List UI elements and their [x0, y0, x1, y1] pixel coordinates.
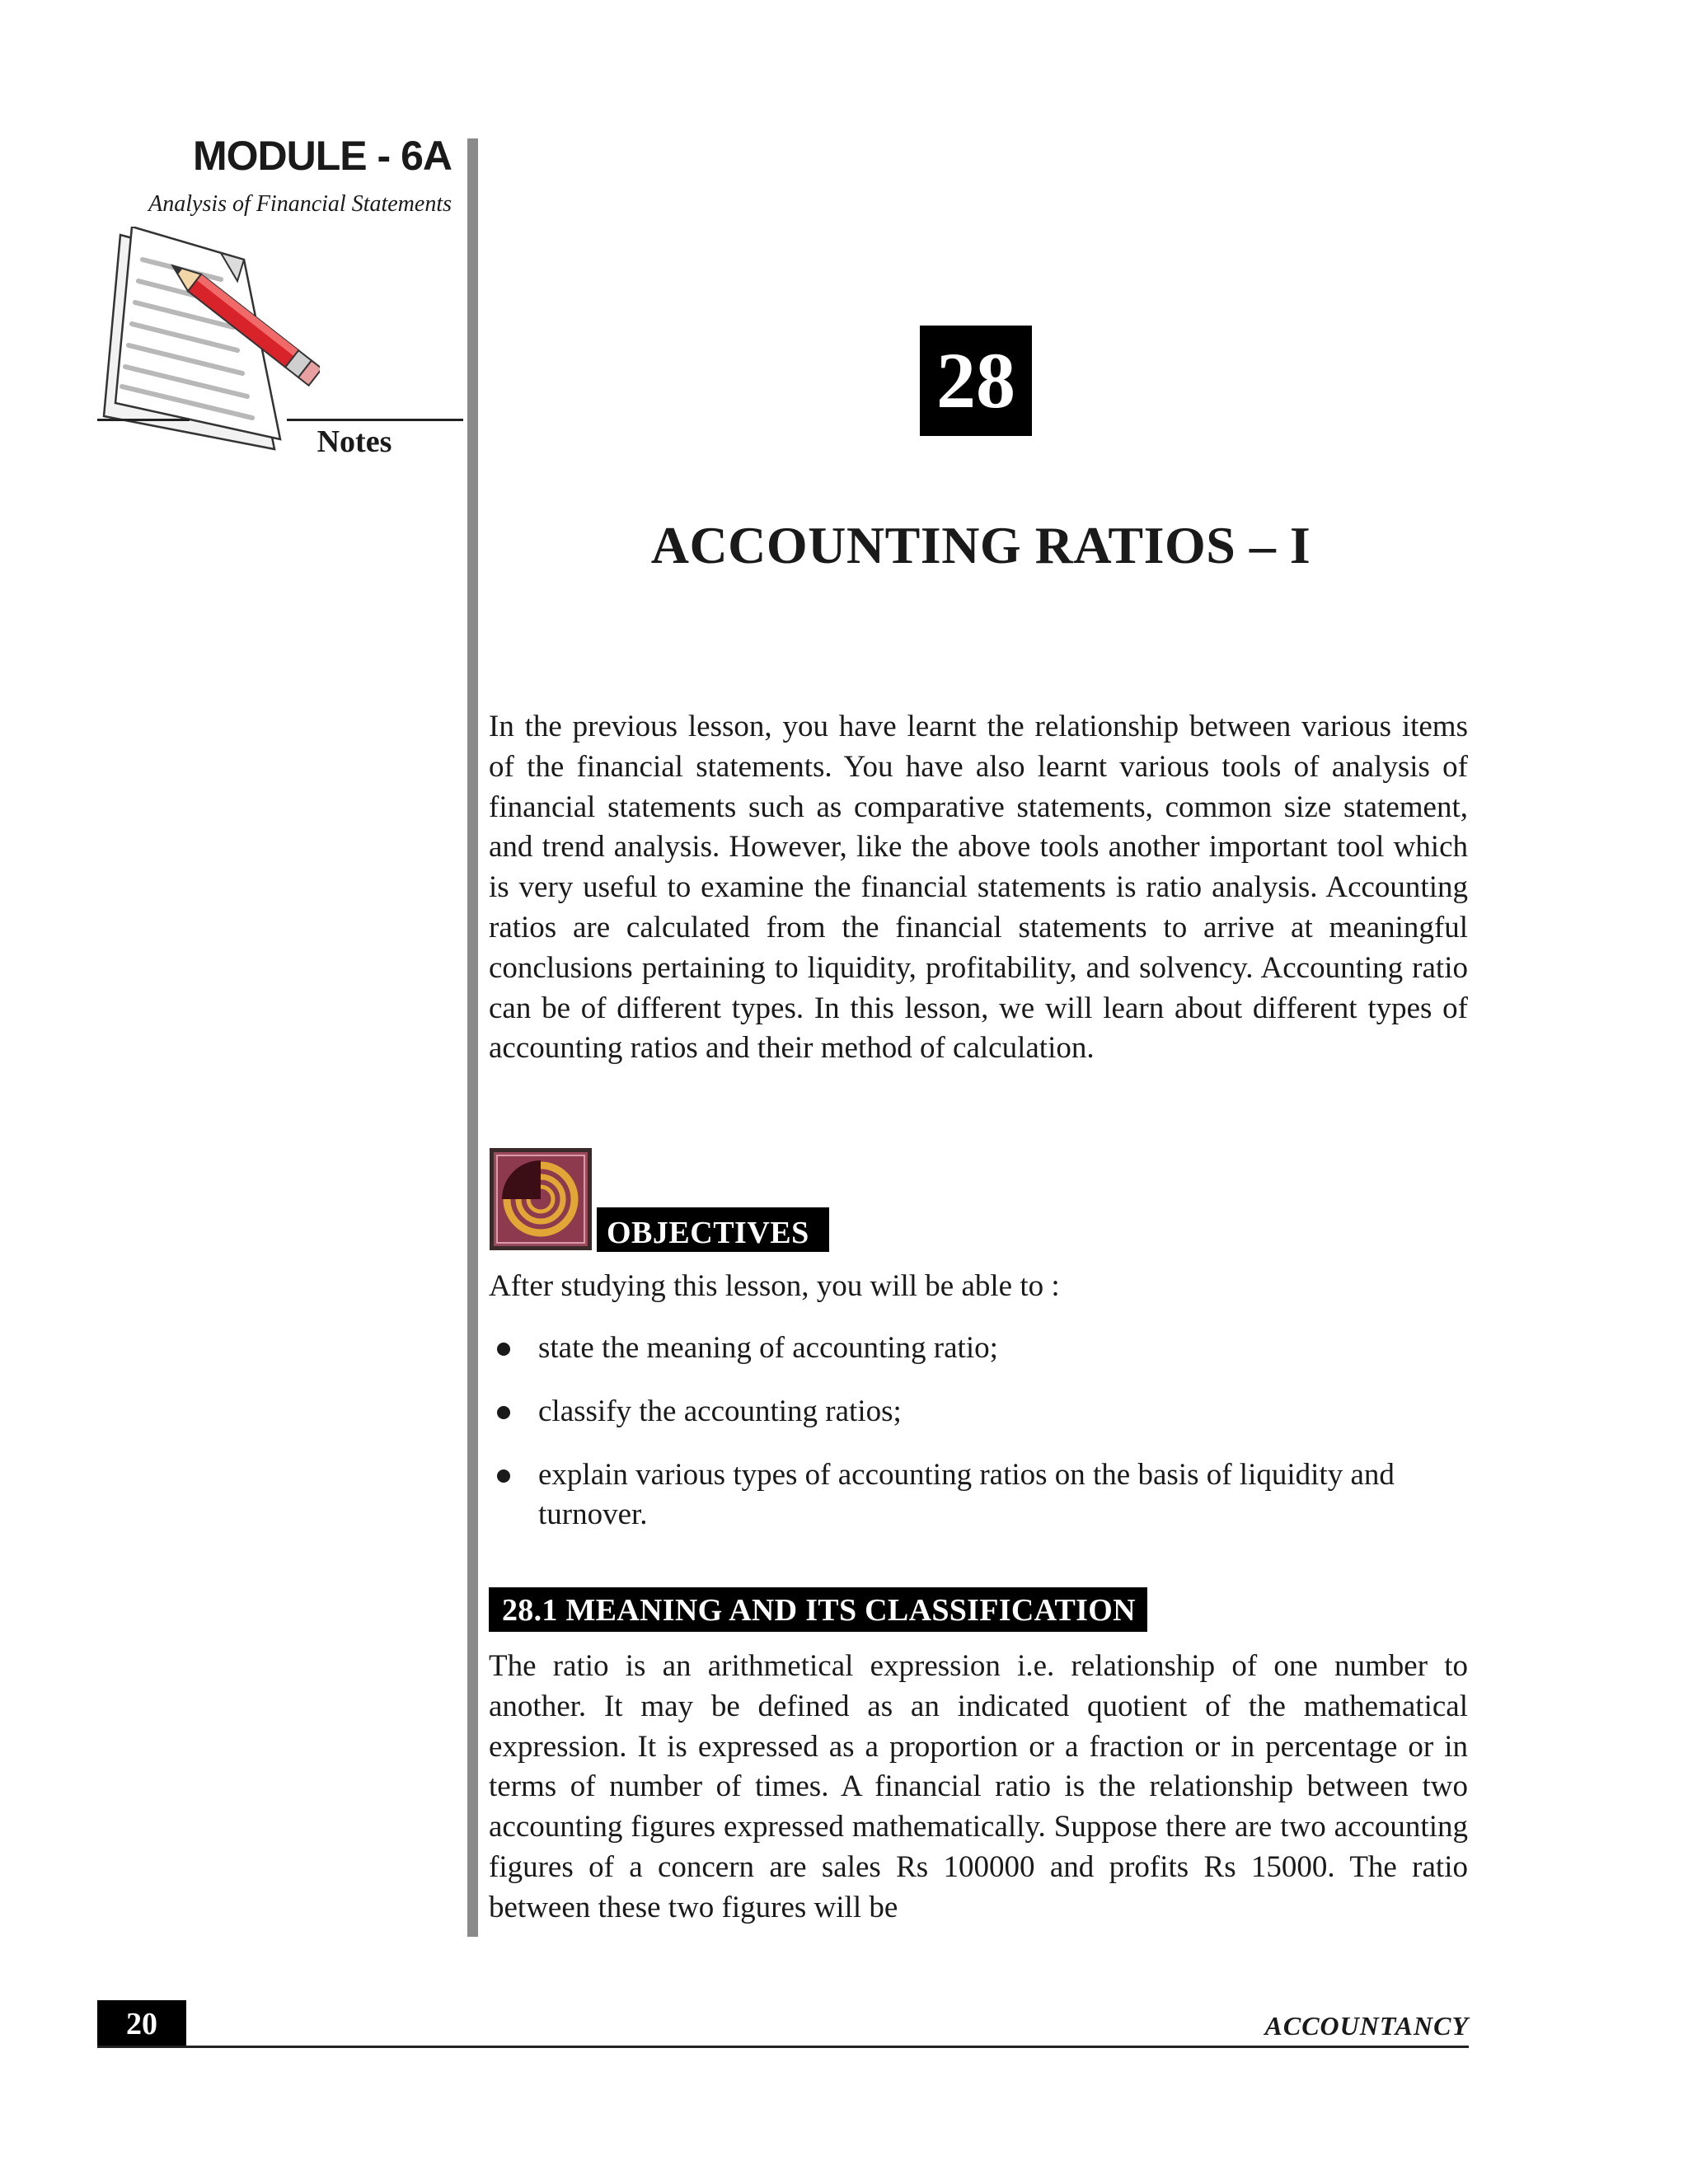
bullet-icon [497, 1469, 510, 1483]
notes-label: Notes [316, 424, 392, 459]
sidebar-divider-bar [467, 138, 478, 1937]
footer-subject: ACCOUNTANCY [1264, 2011, 1469, 2041]
module-subtitle: Analysis of Financial Statements [148, 191, 452, 217]
section-heading: 28.1 MEANING AND ITS CLASSIFICATION [489, 1587, 1147, 1632]
intro-paragraph: In the previous lesson, you have learnt the relationship between various items of the financial statements. You have also learnt various tools of analysis of financial statements such as comparative statements, common size statement, and trend analysis. However, like the above tools another important tool which is very useful to examine the financial statements is ratio analysis. Accounting ratios are calculated from the financial statements to arrive at meaningful conclusions pertaining to liquidity, profitability, and solvency. Accounting ratio can be of different types. In this lesson, we will learn about different types of accounting ratios and their method of calculation. [489, 710, 1468, 1066]
notes-rule-left [97, 419, 190, 421]
list-item [489, 1455, 1468, 1536]
objectives-lead: After studying this lesson, you will be able to : [489, 1269, 1060, 1303]
objective-text: explain various types of accounting ratios on the basis of liquidity and turnover. [538, 1457, 1395, 1532]
list-item [489, 1392, 1468, 1432]
objective-text: classify the accounting ratios; [538, 1394, 902, 1428]
notes-pencil-icon [97, 227, 320, 462]
notes-rule-right [287, 419, 463, 421]
objectives-list [489, 1329, 1468, 1558]
page-number: 20 [97, 2000, 186, 2048]
bullet-icon [497, 1343, 510, 1356]
chapter-number: 28 [920, 326, 1032, 436]
section-paragraph: The ratio is an arithmetical expression i.e. relationship of one number to another. It may be defined as an indicated quotient of the mathematical expression. It is expressed as a proportion or a fraction or in percentage or in terms of number of times. A financial ratio is the relationship between two accounting figures expressed mathematically. Suppose there are two accounting figures of a concern are sales Rs 100000 and profits Rs 15000. The ratio between these two figures will be [489, 1649, 1468, 1924]
objective-text: state the meaning of accounting ratio; [538, 1331, 998, 1365]
list-item [489, 1329, 1468, 1369]
chapter-title: ACCOUNTING RATIOS – I [650, 516, 1311, 574]
bullet-icon [497, 1406, 510, 1419]
objectives-heading: OBJECTIVES [597, 1207, 829, 1252]
footer-rule [97, 2046, 1469, 2048]
objectives-target-icon [489, 1147, 593, 1251]
module-title: MODULE - 6A [193, 133, 452, 179]
